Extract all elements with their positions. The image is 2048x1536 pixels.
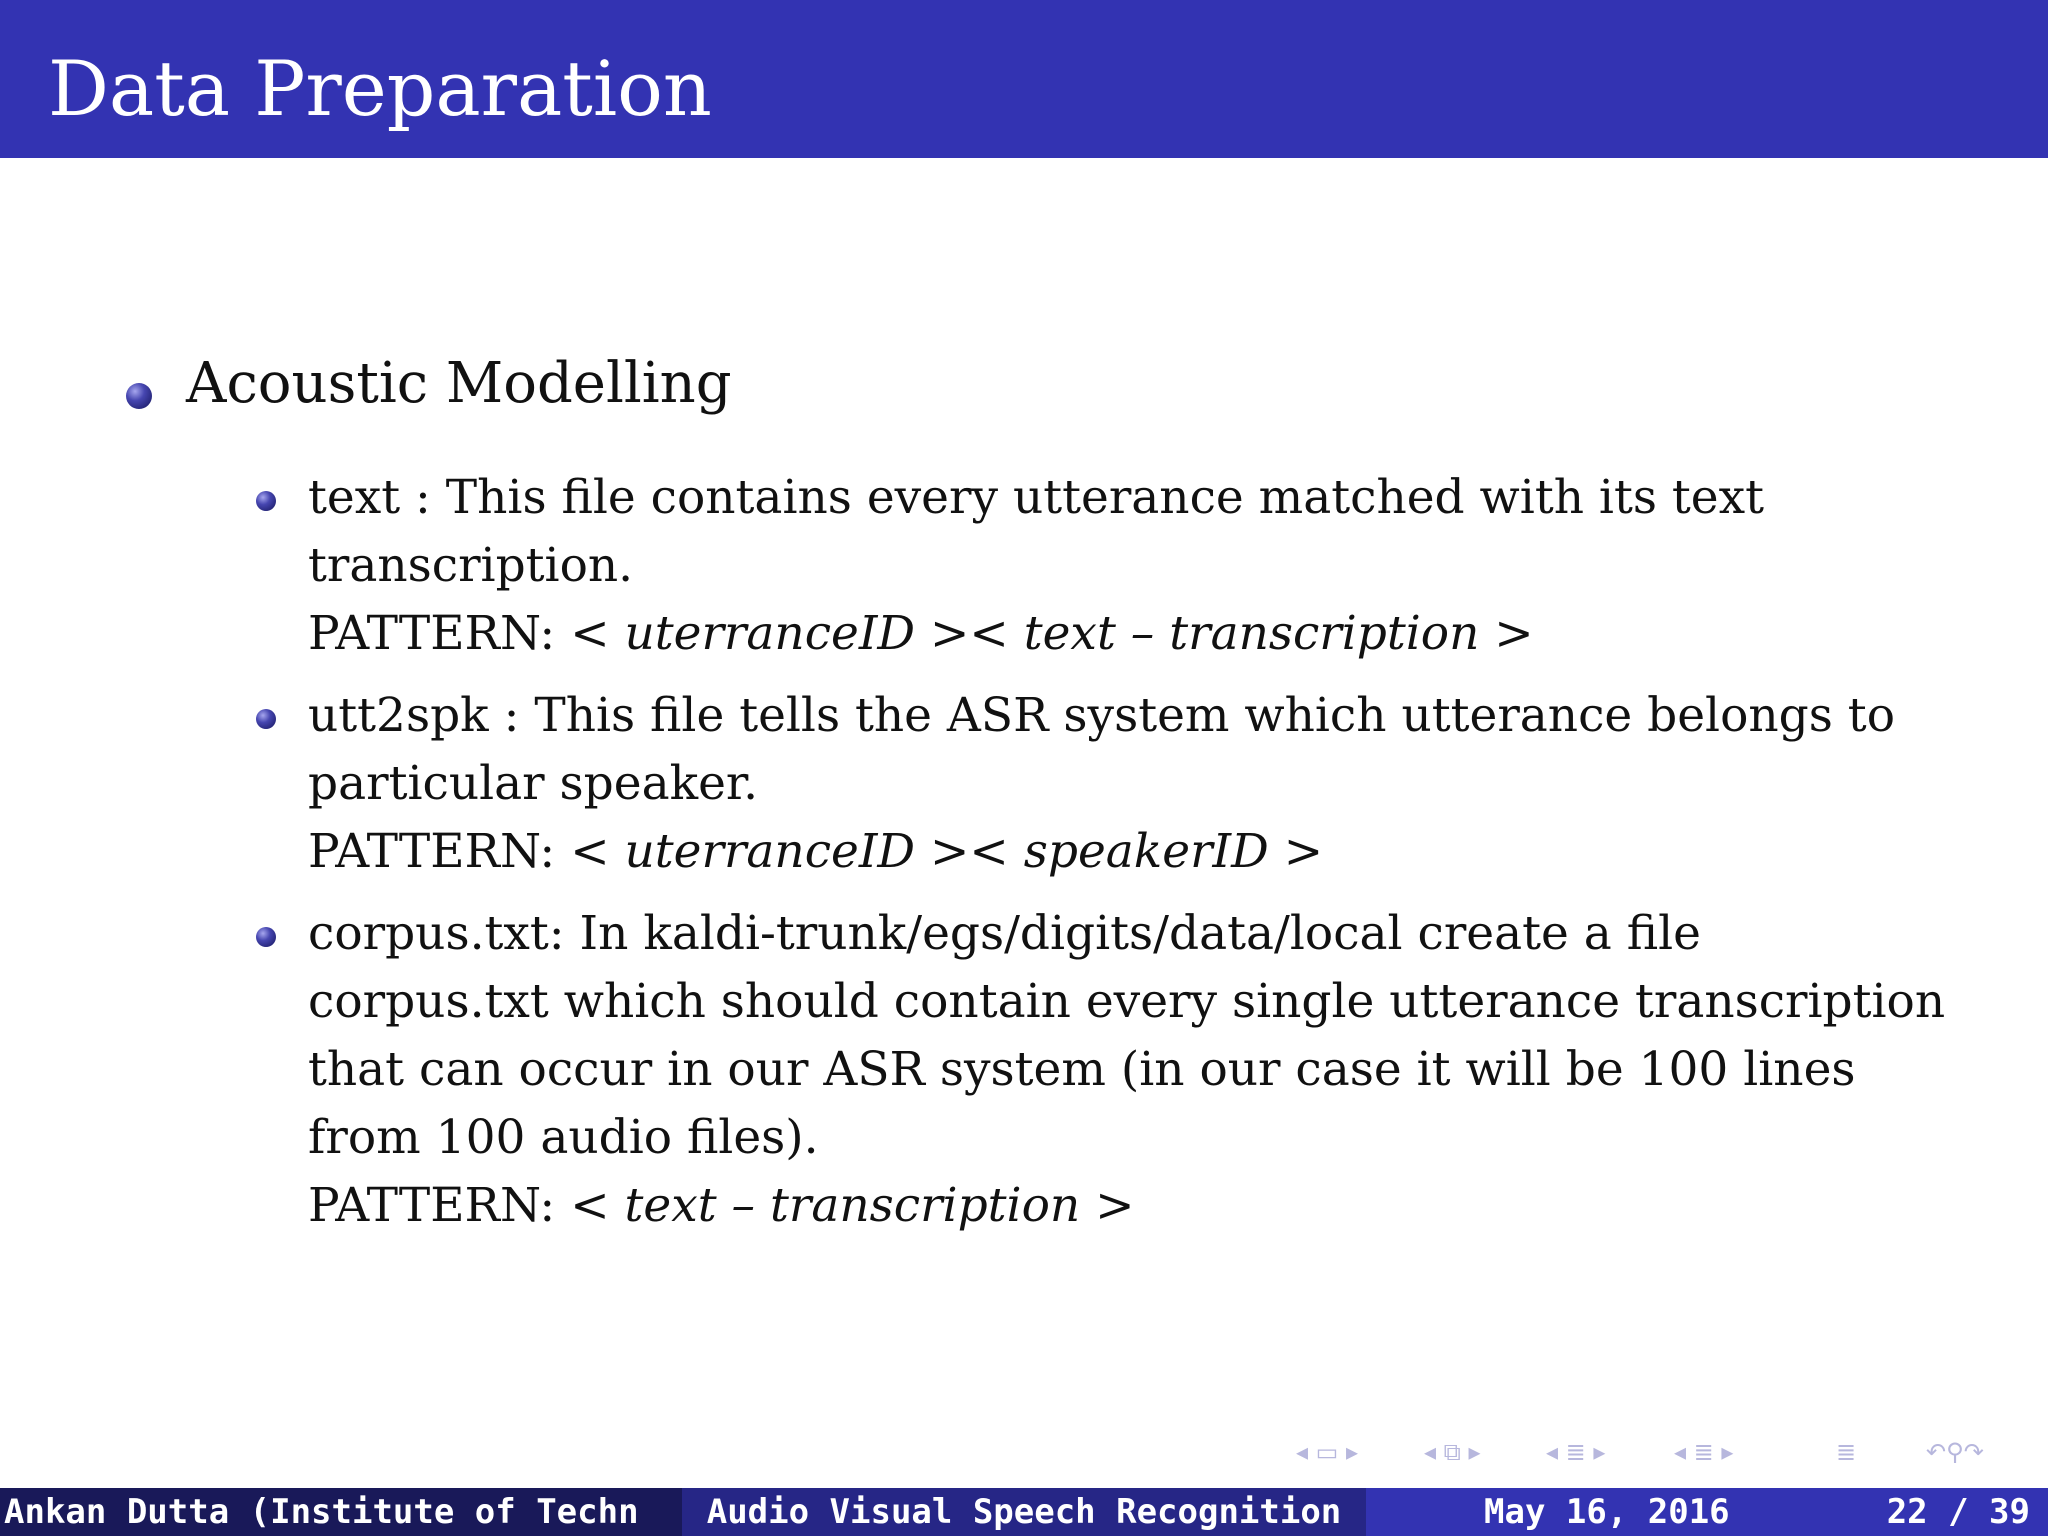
slide-title: Data Preparation bbox=[48, 44, 712, 133]
nav-align-icon[interactable]: ≣ bbox=[1836, 1438, 1857, 1466]
list-item bbox=[308, 464, 2028, 668]
list-item bbox=[308, 682, 2028, 886]
item-text-line: corpus.txt which should contain every single utterance transcription bbox=[308, 974, 1946, 1029]
item-text-line: from 100 audio files). bbox=[308, 1110, 819, 1165]
nav-section-icon[interactable]: ◂ ≣ ▸ bbox=[1546, 1438, 1606, 1466]
pattern-formula: < text – transcription > bbox=[570, 1178, 1135, 1233]
nav-document-icon[interactable]: ◂ ≣ ▸ bbox=[1674, 1438, 1734, 1466]
list-item bbox=[308, 900, 2028, 1240]
bullet-icon bbox=[256, 709, 276, 729]
search-icon[interactable]: ↶⚲↷ bbox=[1926, 1438, 1984, 1466]
footer-author: Ankan Dutta (Institute of Techn bbox=[0, 1488, 682, 1536]
footer-date-page bbox=[1366, 1488, 2048, 1536]
item-text-line: that can occur in our ASR system (in our case it will be 100 lines bbox=[308, 1042, 1856, 1097]
pattern-label: PATTERN: bbox=[308, 824, 556, 879]
item-text-line: utt2spk : This file tells the ASR system which utterance belongs to bbox=[308, 688, 1895, 743]
pattern-formula: < uterranceID >< speakerID > bbox=[570, 824, 1324, 879]
title-bar bbox=[0, 0, 2048, 158]
item-text-line: particular speaker. bbox=[308, 756, 759, 811]
pattern-formula: < uterranceID >< text – transcription > bbox=[570, 606, 1534, 661]
footer-date: May 16, 2016 bbox=[1484, 1492, 1730, 1532]
footer-talk-title: Audio Visual Speech Recognition bbox=[682, 1488, 1366, 1536]
footer bbox=[0, 1488, 2048, 1536]
nav-subsection-icon[interactable]: ◂ ⧉ ▸ bbox=[1424, 1438, 1481, 1466]
bullet-icon bbox=[126, 383, 152, 409]
page-number: 22 / 39 bbox=[1886, 1492, 2030, 1532]
pattern-line bbox=[308, 600, 2028, 668]
bullet-icon bbox=[256, 491, 276, 511]
pattern-line bbox=[308, 818, 2028, 886]
pattern-label: PATTERN: bbox=[308, 606, 556, 661]
item-text-line: text : This file contains every utterance matched with its text bbox=[308, 470, 1764, 525]
section-heading: Acoustic Modelling bbox=[186, 351, 732, 416]
pattern-line bbox=[308, 1172, 2028, 1240]
bullet-icon bbox=[256, 927, 276, 947]
nav-frame-icon[interactable]: ◂ ▭ ▸ bbox=[1296, 1438, 1359, 1466]
item-text-line: corpus.txt: In kaldi-trunk/egs/digits/data/local create a file bbox=[308, 906, 1701, 961]
item-text-line: transcription. bbox=[308, 538, 634, 593]
pattern-label: PATTERN: bbox=[308, 1178, 556, 1233]
